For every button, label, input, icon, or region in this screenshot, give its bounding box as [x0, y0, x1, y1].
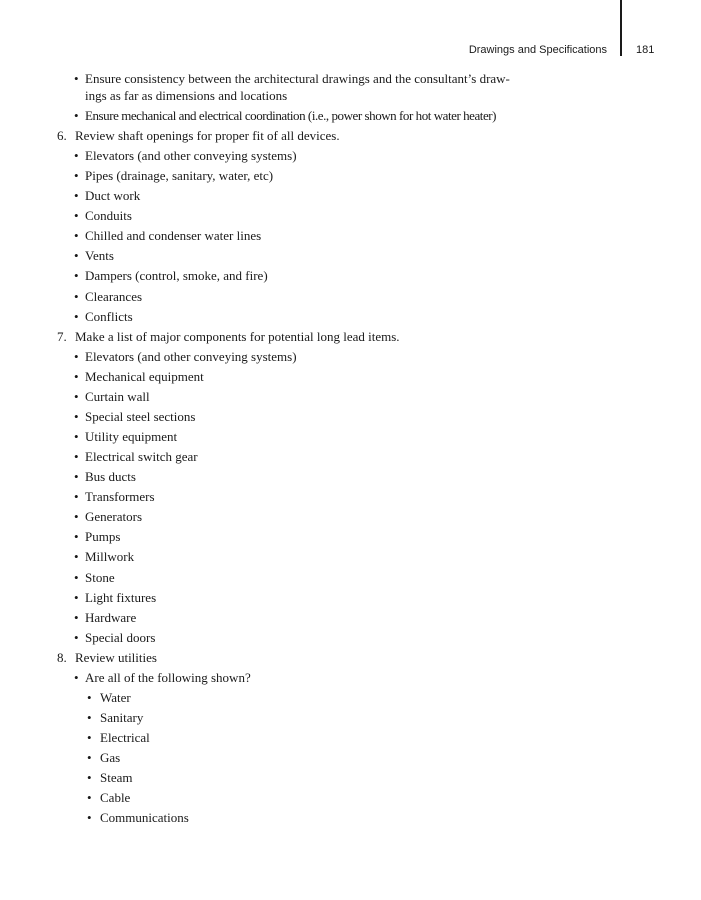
bullet-marker: • — [74, 669, 79, 685]
bullet-marker: • — [87, 710, 92, 726]
bullet-marker: • — [74, 308, 79, 324]
bullet-marker: • — [74, 589, 79, 605]
list-item: Conflicts — [85, 308, 133, 324]
list-item: Clearances — [85, 288, 143, 304]
list-item: Elevators (and other conveying systems) — [85, 348, 297, 364]
list-item: Bus ducts — [85, 469, 136, 485]
bullet-marker: • — [74, 108, 79, 123]
bullet-marker: • — [74, 388, 79, 404]
list-item: Elevators (and other conveying systems) — [85, 148, 297, 164]
bullet-marker: • — [74, 509, 79, 525]
list-item: Stone — [85, 569, 115, 585]
list-item: Millwork — [85, 549, 135, 565]
bullet-marker: • — [74, 268, 79, 284]
sub-list-item: Sanitary — [100, 710, 144, 726]
section-number: 7. — [57, 328, 67, 344]
bullet-marker: • — [87, 730, 92, 746]
list-item: Special steel sections — [85, 408, 196, 424]
header-rule — [620, 0, 622, 56]
bullet-marker: • — [74, 408, 79, 424]
list-item: Light fixtures — [85, 589, 157, 605]
bullet-marker: • — [74, 148, 79, 164]
list-item: Mechanical equipment — [85, 368, 204, 384]
bullet-marker: • — [74, 489, 79, 505]
bullet-marker: • — [74, 168, 79, 184]
bullet-marker: • — [74, 208, 79, 224]
section-number: 6. — [57, 128, 67, 143]
list-item-continuation: ings as far as dimensions and locations — [85, 88, 288, 103]
list-item: Are all of the following shown? — [85, 669, 251, 685]
sub-list-item: Steam — [100, 770, 133, 786]
list-item: Ensure consistency between the architectural drawings and the consultant’s draw- — [85, 71, 510, 86]
bullet-marker: • — [74, 529, 79, 545]
section-title: Review shaft openings for proper fit of all devices. — [75, 128, 340, 143]
list-item: Electrical switch gear — [85, 449, 198, 465]
sub-list-item: Cable — [100, 790, 131, 806]
bullet-marker: • — [74, 348, 79, 364]
sub-list-item: Electrical — [100, 730, 150, 746]
list-item: Hardware — [85, 609, 137, 625]
section-title: Review utilities — [75, 649, 157, 665]
bullet-marker: • — [74, 368, 79, 384]
bullet-marker: • — [87, 689, 92, 705]
list-item: Pumps — [85, 529, 121, 545]
bullet-marker: • — [74, 549, 79, 565]
bullet-marker: • — [87, 750, 92, 766]
bullet-marker: • — [74, 629, 79, 645]
bullet-marker: • — [87, 810, 92, 826]
list-item: Special doors — [85, 629, 156, 645]
list-item: Utility equipment — [85, 429, 178, 445]
sub-list-item: Gas — [100, 750, 121, 766]
list-item: Transformers — [85, 489, 155, 505]
list-item: Chilled and condenser water lines — [85, 228, 262, 244]
bullet-marker: • — [74, 449, 79, 465]
bullet-marker: • — [74, 609, 79, 625]
bullet-marker: • — [74, 248, 79, 264]
section-number: 8. — [57, 649, 67, 665]
list-item: Dampers (control, smoke, and fire) — [85, 268, 268, 284]
bullet-marker: • — [74, 429, 79, 445]
running-header-title: Drawings and Specifications — [468, 44, 607, 56]
bullet-marker: • — [74, 228, 79, 244]
bullet-marker: • — [74, 288, 79, 304]
bullet-marker: • — [74, 188, 79, 204]
bullet-marker: • — [87, 770, 92, 786]
sub-list-item: Communications — [100, 810, 189, 826]
bullet-marker: • — [74, 469, 79, 485]
list-item: Generators — [85, 509, 143, 525]
bullet-marker: • — [74, 569, 79, 585]
bullet-marker: • — [74, 71, 79, 86]
bullet-marker: • — [87, 790, 92, 806]
sub-list-item: Water — [100, 689, 131, 705]
page-number: 181 — [636, 44, 655, 56]
list-item: Conduits — [85, 208, 132, 224]
list-item: Ensure mechanical and electrical coordination (i.e., power shown for hot water heater) — [85, 108, 497, 123]
list-item: Duct work — [85, 188, 141, 204]
list-item: Pipes (drainage, sanitary, water, etc) — [85, 168, 274, 184]
section-title: Make a list of major components for potential long lead items. — [75, 328, 400, 344]
list-item: Curtain wall — [85, 388, 150, 404]
list-item: Vents — [85, 248, 114, 264]
